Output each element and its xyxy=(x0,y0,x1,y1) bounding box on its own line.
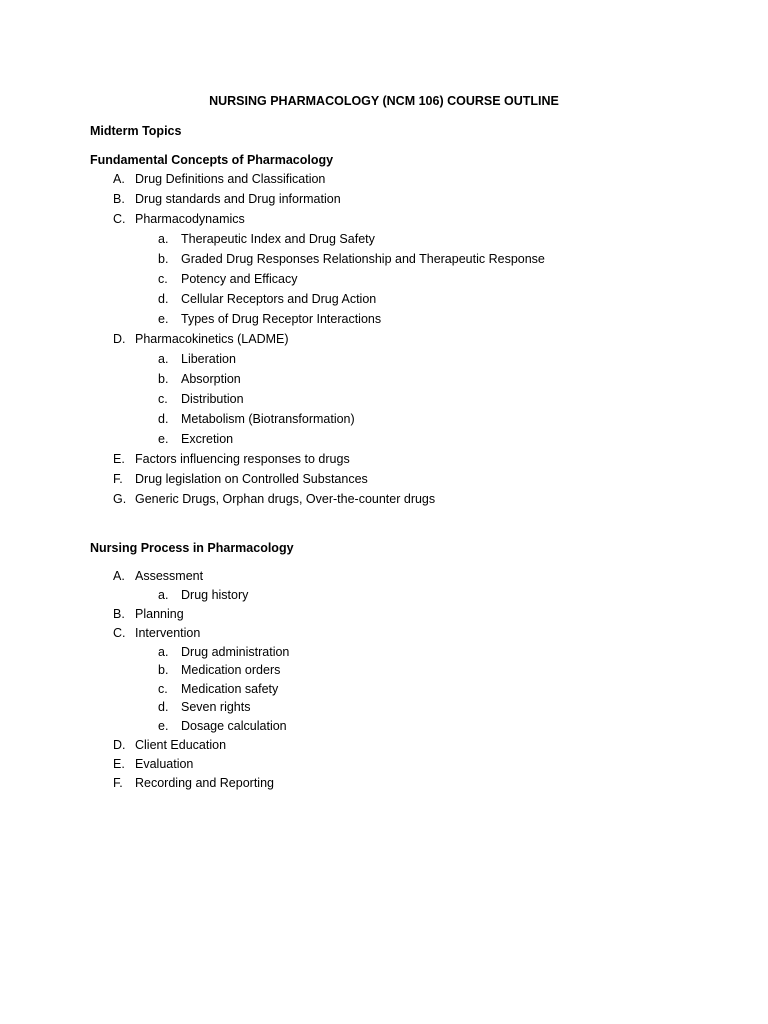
list-marker: F. xyxy=(113,776,123,790)
list-item-text: Medication safety xyxy=(181,682,279,696)
list-item-text: Seven rights xyxy=(181,700,251,714)
list-marker: a. xyxy=(158,352,169,366)
list-item-text: Factors influencing responses to drugs xyxy=(135,452,350,466)
list-item-text: Drug history xyxy=(181,588,249,602)
list-marker: A. xyxy=(113,172,125,186)
list-marker: A. xyxy=(113,569,125,583)
list-marker: e. xyxy=(158,312,169,326)
list-marker: d. xyxy=(158,412,169,426)
section2-heading: Nursing Process in Pharmacology xyxy=(90,541,294,555)
midterm-heading: Midterm Topics xyxy=(90,124,182,138)
list-item-text: Drug legislation on Controlled Substances xyxy=(135,472,368,486)
list-marker: E. xyxy=(113,757,125,771)
list-marker: G. xyxy=(113,492,127,506)
list-marker: c. xyxy=(158,392,168,406)
list-item-text: Drug standards and Drug information xyxy=(135,192,341,206)
list-marker: D. xyxy=(113,738,126,752)
list-item-text: Distribution xyxy=(181,392,244,406)
list-marker: e. xyxy=(158,432,169,446)
list-item-text: Pharmacokinetics (LADME) xyxy=(135,332,289,346)
list-marker: C. xyxy=(113,626,126,640)
list-marker: E. xyxy=(113,452,125,466)
list-item-text: Drug Definitions and Classification xyxy=(135,172,326,186)
list-marker: F. xyxy=(113,472,123,486)
list-marker: a. xyxy=(158,232,169,246)
list-item-text: Liberation xyxy=(181,352,236,366)
list-item-text: Pharmacodynamics xyxy=(135,212,245,226)
list-item-text: Generic Drugs, Orphan drugs, Over-the-counter drugs xyxy=(135,492,436,506)
list-item-text: Potency and Efficacy xyxy=(181,272,298,286)
list-item-text: Intervention xyxy=(135,626,201,640)
list-item-text: Drug administration xyxy=(181,645,290,659)
list-item-text: Graded Drug Responses Relationship and Therapeutic Response xyxy=(181,252,545,266)
list-marker: c. xyxy=(158,272,168,286)
document-title: NURSING PHARMACOLOGY (NCM 106) COURSE OUTLINE xyxy=(209,94,559,108)
list-item-text: Client Education xyxy=(135,738,227,752)
list-item-text: Medication orders xyxy=(181,663,281,677)
list-item-text: Assessment xyxy=(135,569,204,583)
list-item-text: Recording and Reporting xyxy=(135,776,274,790)
list-marker: b. xyxy=(158,663,169,677)
list-marker: d. xyxy=(158,292,169,306)
list-item-text: Types of Drug Receptor Interactions xyxy=(181,312,382,326)
list-marker: d. xyxy=(158,700,169,714)
list-item-text: Planning xyxy=(135,607,184,621)
list-item-text: Metabolism (Biotransformation) xyxy=(181,412,355,426)
section1-heading: Fundamental Concepts of Pharmacology xyxy=(90,153,334,167)
list-marker: b. xyxy=(158,372,169,386)
list-marker: D. xyxy=(113,332,126,346)
list-item-text: Dosage calculation xyxy=(181,719,287,733)
list-marker: a. xyxy=(158,645,169,659)
list-marker: C. xyxy=(113,212,126,226)
list-item-text: Therapeutic Index and Drug Safety xyxy=(181,232,375,246)
list-item-text: Cellular Receptors and Drug Action xyxy=(181,292,377,306)
list-marker: B. xyxy=(113,607,125,621)
list-marker: c. xyxy=(158,682,168,696)
list-marker: e. xyxy=(158,719,169,733)
list-marker: b. xyxy=(158,252,169,266)
list-item-text: Excretion xyxy=(181,432,234,446)
list-item-text: Absorption xyxy=(181,372,241,386)
list-marker: B. xyxy=(113,192,125,206)
list-item-text: Evaluation xyxy=(135,757,194,771)
list-marker: a. xyxy=(158,588,169,602)
